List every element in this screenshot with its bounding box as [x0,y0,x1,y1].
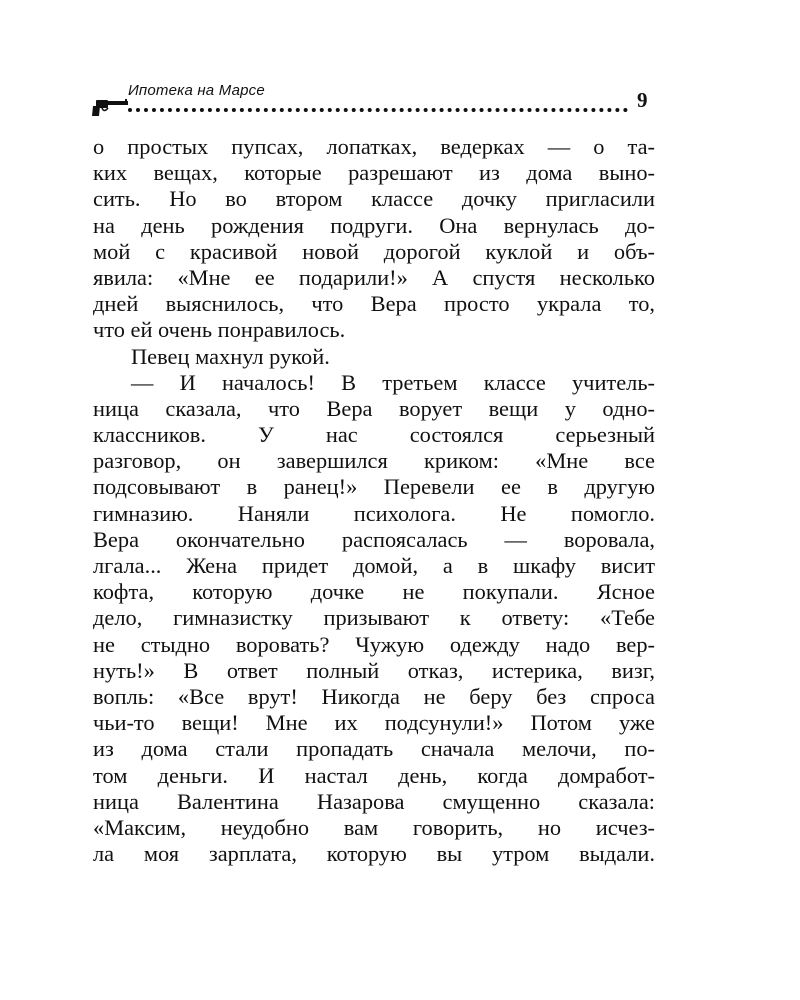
text-line: гимназию. Наняли психолога. Не помогло. [93,500,655,526]
text-line: — И началось! В третьем классе учитель- [131,369,655,395]
text-line: чьи-то вещи! Мне их подсунули!» Потом уже [93,710,655,736]
text-line: о простых пупсах, лопатках, ведерках — о та- [93,134,655,159]
revolver-icon [92,98,130,118]
book-title: Ипотека на Марсе [128,82,265,99]
text-line: разговор, он завершился криком: «Мне все [93,448,655,474]
header-dotted-rule [128,108,628,112]
text-line: кофта, которую дочке не покупали. Ясное [93,579,655,605]
text-line: классников. У нас состоялся серьезный [93,422,655,448]
text-line: из дома стали пропадать сначала мелочи, по- [93,736,655,762]
text-line: дело, гимназистку призывают к ответу: «Тебе [93,605,655,631]
text-line: мой с красивой новой дорогой куклой и объ- [93,238,655,264]
text-line: ких вещах, которые разрешают из дома выно- [93,160,655,186]
text-line: том деньги. И настал день, когда домработ- [93,762,655,788]
text-line: вопль: «Все врут! Никогда не беру без спроса [93,683,655,709]
text-line: не стыдно воровать? Чужую одежду надо вер- [93,631,655,657]
text-line: Певец махнул рукой. [131,343,330,369]
text-line: ница Валентина Назарова смущенно сказала: [93,788,655,814]
running-header [92,78,662,128]
text-line: ница сказала, что Вера ворует вещи у одно- [93,395,655,421]
text-line: дней выяснилось, что Вера просто украла то, [93,291,655,317]
text-line: подсовывают в ранец!» Перевели ее в другую [93,474,655,500]
text-line: «Максим, неудобно вам говорить, но исчез- [93,814,655,840]
text-line: на день рождения подруги. Она вернулась до- [93,212,655,238]
page-number: 9 [637,88,648,112]
text-line: что ей очень понравилось. [93,317,346,343]
text-line: сить. Но во втором классе дочку пригласили [93,186,655,212]
text-line: нуть!» В ответ полный отказ, истерика, визг, [93,657,655,683]
body-text [93,134,655,867]
text-line: лгала... Жена придет домой, а в шкафу висит [93,553,655,578]
text-line: ла моя зарплата, которую вы утром выдали. [93,841,655,867]
text-line: Вера окончательно распоясалась — воровала, [93,526,655,552]
text-line: явила: «Мне ее подарили!» А спустя несколько [93,264,655,290]
